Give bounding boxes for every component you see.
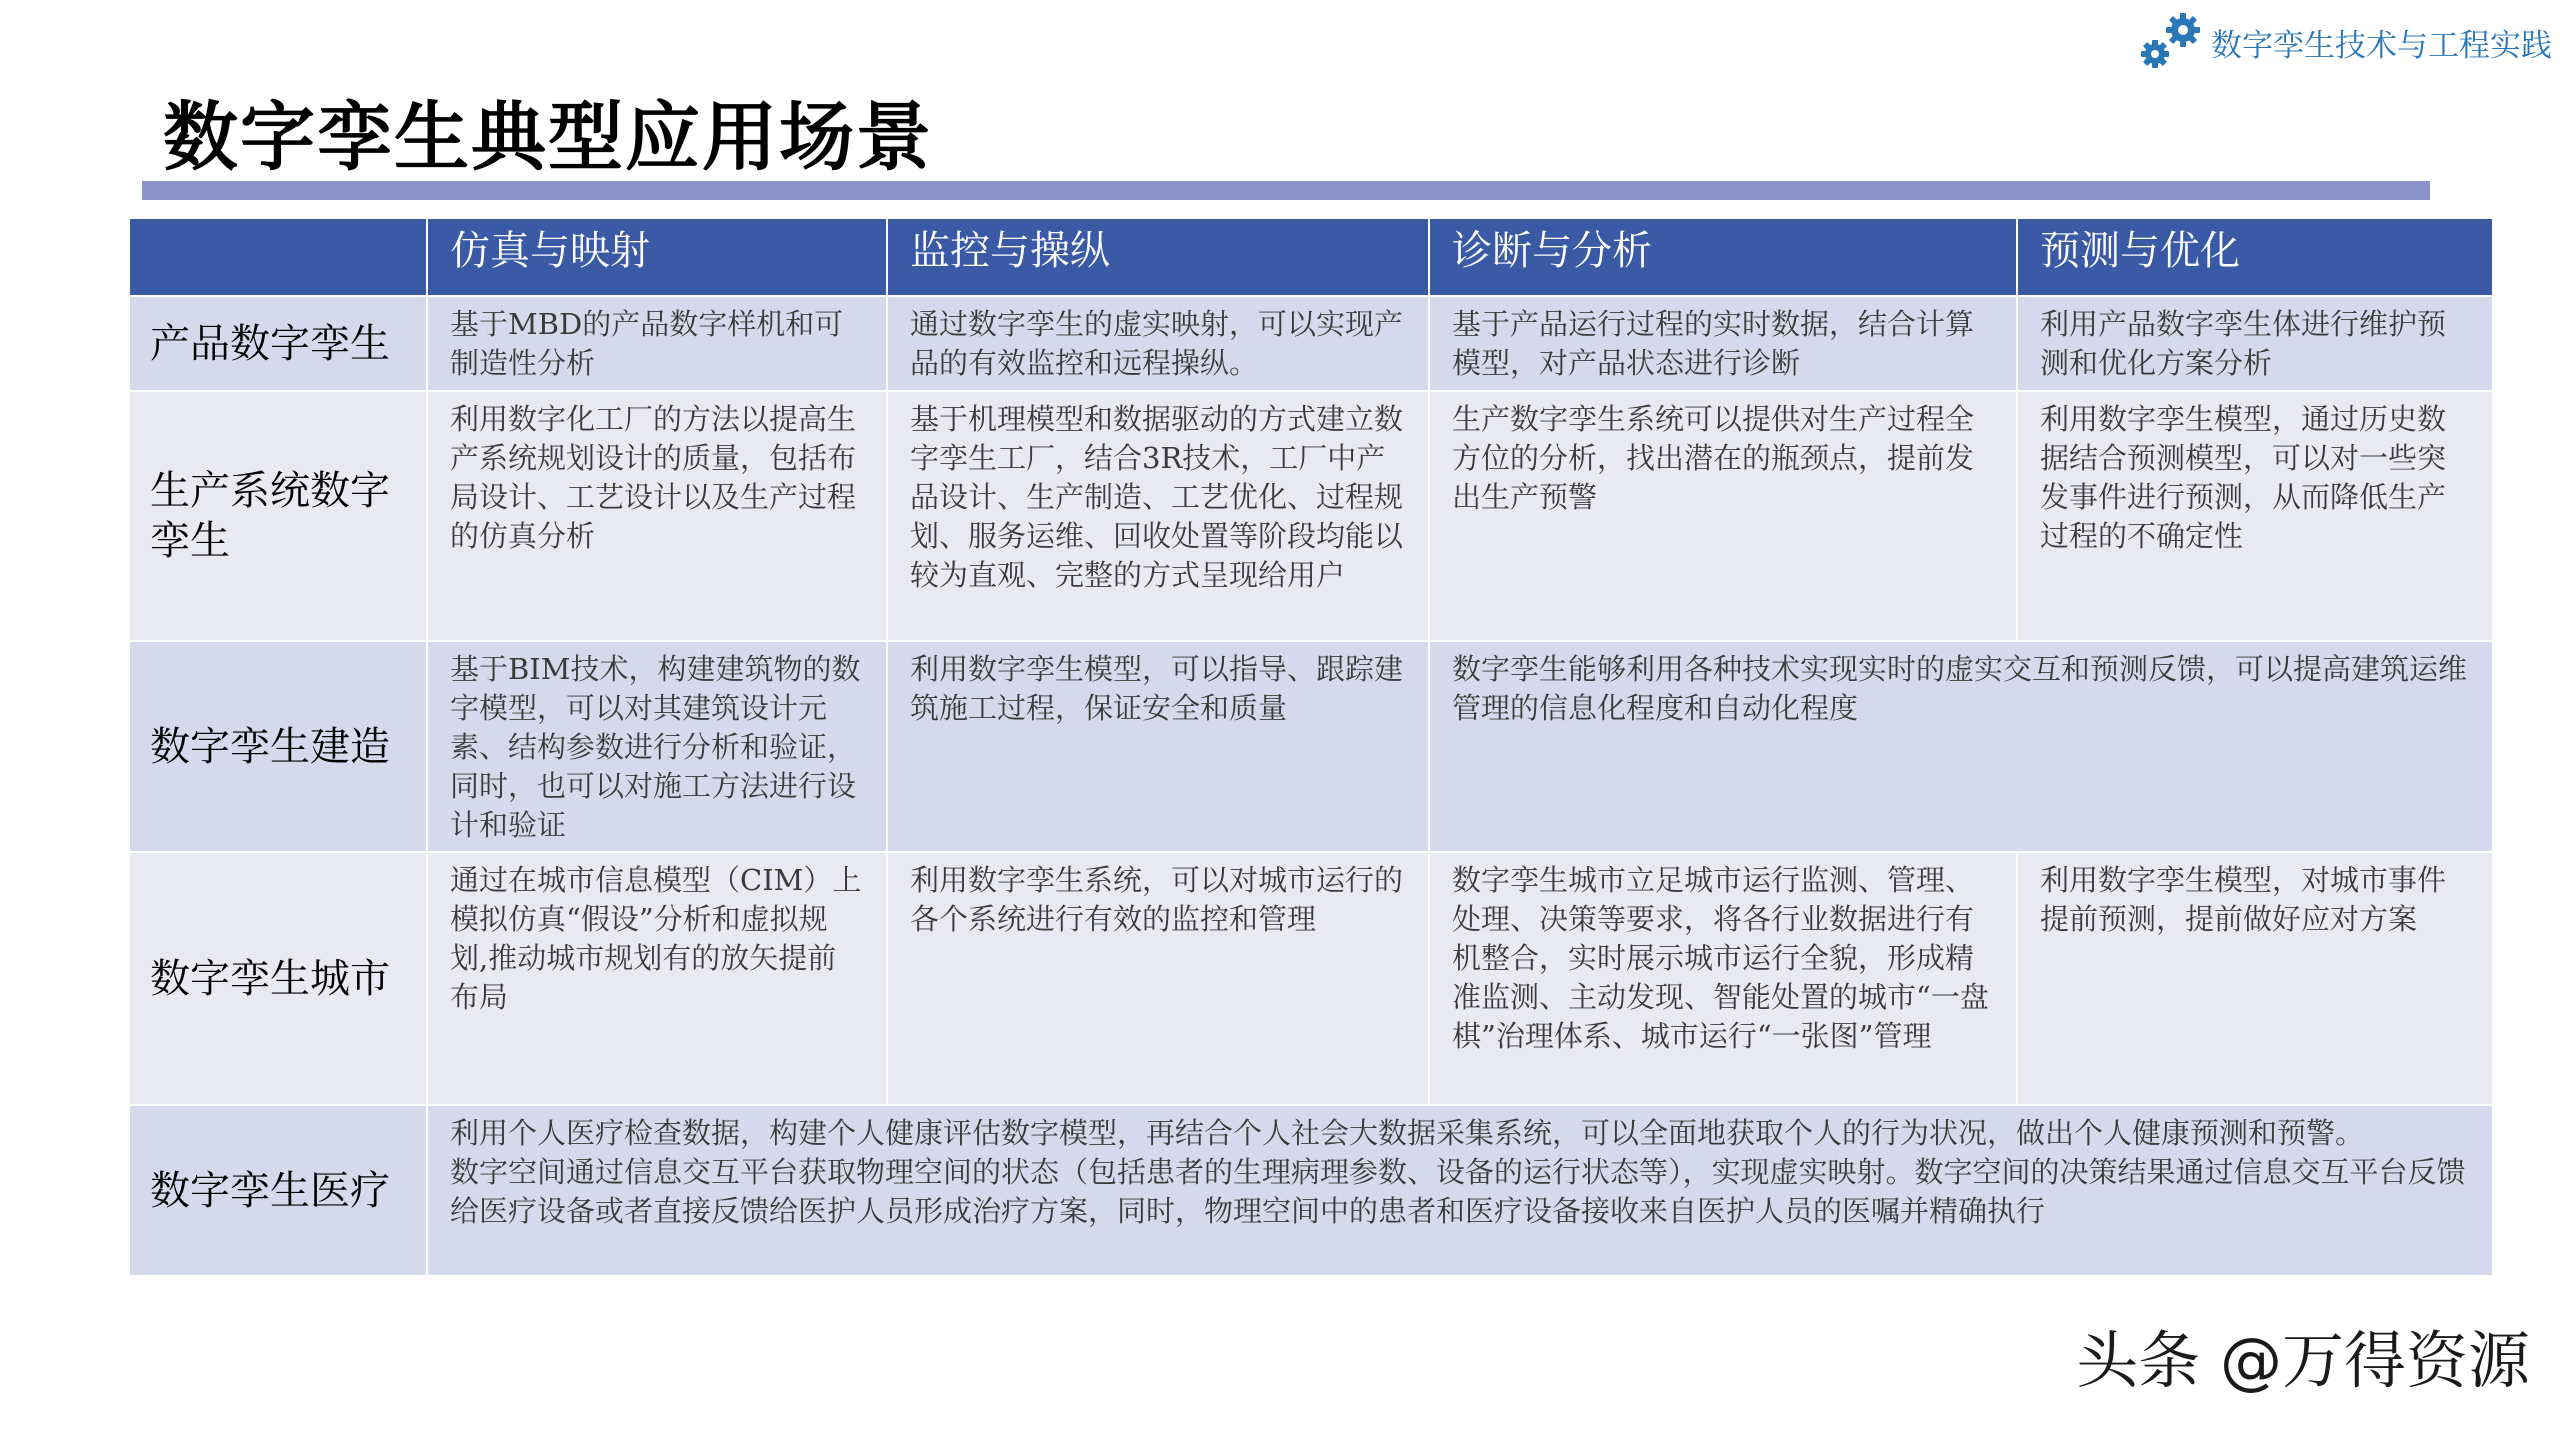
table-cell: 利用数字孪生模型，可以指导、跟踪建筑施工过程，保证安全和质量 [887, 641, 1429, 852]
table-cell: 通过在城市信息模型（CIM）上模拟仿真“假设”分析和虚拟规划,推动城市规划有的放矢提前布局 [427, 852, 887, 1105]
header-simulation-mapping: 仿真与映射 [427, 218, 887, 296]
table-cell: 利用数字孪生模型，对城市事件提前预测，提前做好应对方案 [2017, 852, 2493, 1105]
header-cell-empty [129, 218, 427, 296]
title-divider [142, 181, 2430, 200]
table-row [129, 391, 2493, 641]
row-label-construction: 数字孪生建造 [129, 641, 427, 852]
table-cell: 基于机理模型和数据驱动的方式建立数字孪生工厂，结合3R技术，工厂中产品设计、生产制造、工艺优化、过程规划、服务运维、回收处置等阶段均能以较为直观、完整的方式呈现给用户 [887, 391, 1429, 641]
row-label-product: 产品数字孪生 [129, 296, 427, 391]
applications-table [128, 217, 2494, 1277]
table-row [129, 1105, 2493, 1276]
table-cell: 利用数字孪生系统，可以对城市运行的各个系统进行有效的监控和管理 [887, 852, 1429, 1105]
brand [2137, 10, 2552, 74]
table-cell: 基于产品运行过程的实时数据，结合计算模型，对产品状态进行诊断 [1429, 296, 2017, 391]
row-label-medical: 数字孪生医疗 [129, 1105, 427, 1276]
table-cell: 利用产品数字孪生体进行维护预测和优化方案分析 [2017, 296, 2493, 391]
table-cell: 利用数字孪生模型，通过历史数据结合预测模型，可以对一些突发事件进行预测，从而降低生产过程的不确定性 [2017, 391, 2493, 641]
table-row [129, 296, 2493, 391]
table-cell: 基于BIM技术，构建建筑物的数字模型，可以对其建筑设计元素、结构参数进行分析和验证，同时，也可以对施工方法进行设计和验证 [427, 641, 887, 852]
watermark-text: 头条 @万得资源 [2076, 1324, 2530, 1397]
table-cell: 基于MBD的产品数字样机和可制造性分析 [427, 296, 887, 391]
header-prediction-optimization: 预测与优化 [2017, 218, 2493, 296]
table-cell-merged [427, 1105, 2493, 1276]
page-title: 数字孪生典型应用场景 [163, 93, 934, 181]
medical-paragraph-2: 数字空间通过信息交互平台获取物理空间的状态（包括患者的生理病理参数、设备的运行状态等），实现虚实映射。数字空间的决策结果通过信息交互平台反馈给医疗设备或者直接反馈给医护人员形成治疗方案，同时，物理空间中的患者和医疗设备接收来自医护人员的医嘱并精确执行 [450, 1155, 2466, 1228]
table-cell: 通过数字孪生的虚实映射，可以实现产品的有效监控和远程操纵。 [887, 296, 1429, 391]
medical-paragraph-1: 利用个人医疗检查数据，构建个人健康评估数字模型，再结合个人社会大数据采集系统，可以全面地获取个人的行为状况，做出个人健康预测和预警。 [450, 1116, 2365, 1150]
table-cell: 生产数字孪生系统可以提供对生产过程全方位的分析，找出潜在的瓶颈点，提前发出生产预警 [1429, 391, 2017, 641]
brand-text: 数字孪生技术与工程实践 [2211, 27, 2552, 64]
row-label-city: 数字孪生城市 [129, 852, 427, 1105]
row-label-production-system: 生产系统数字孪生 [129, 391, 427, 641]
header-diagnosis-analysis: 诊断与分析 [1429, 218, 2017, 296]
table-cell: 数字孪生城市立足城市运行监测、管理、处理、决策等要求，将各行业数据进行有机整合，实时展示城市运行全貌，形成精准监测、主动发现、智能处置的城市“一盘棋”治理体系、城市运行“一张图”管理 [1429, 852, 2017, 1105]
table-cell: 利用数字化工厂的方法以提高生产系统规划设计的质量，包括布局设计、工艺设计以及生产过程的仿真分析 [427, 391, 887, 641]
table-cell-merged: 数字孪生能够利用各种技术实现实时的虚实交互和预测反馈，可以提高建筑运维管理的信息化程度和自动化程度 [1429, 641, 2493, 852]
table-row [129, 852, 2493, 1105]
table-row [129, 641, 2493, 852]
header-monitoring-control: 监控与操纵 [887, 218, 1429, 296]
table-header-row [129, 218, 2493, 296]
gears-logo-icon [2137, 10, 2205, 74]
